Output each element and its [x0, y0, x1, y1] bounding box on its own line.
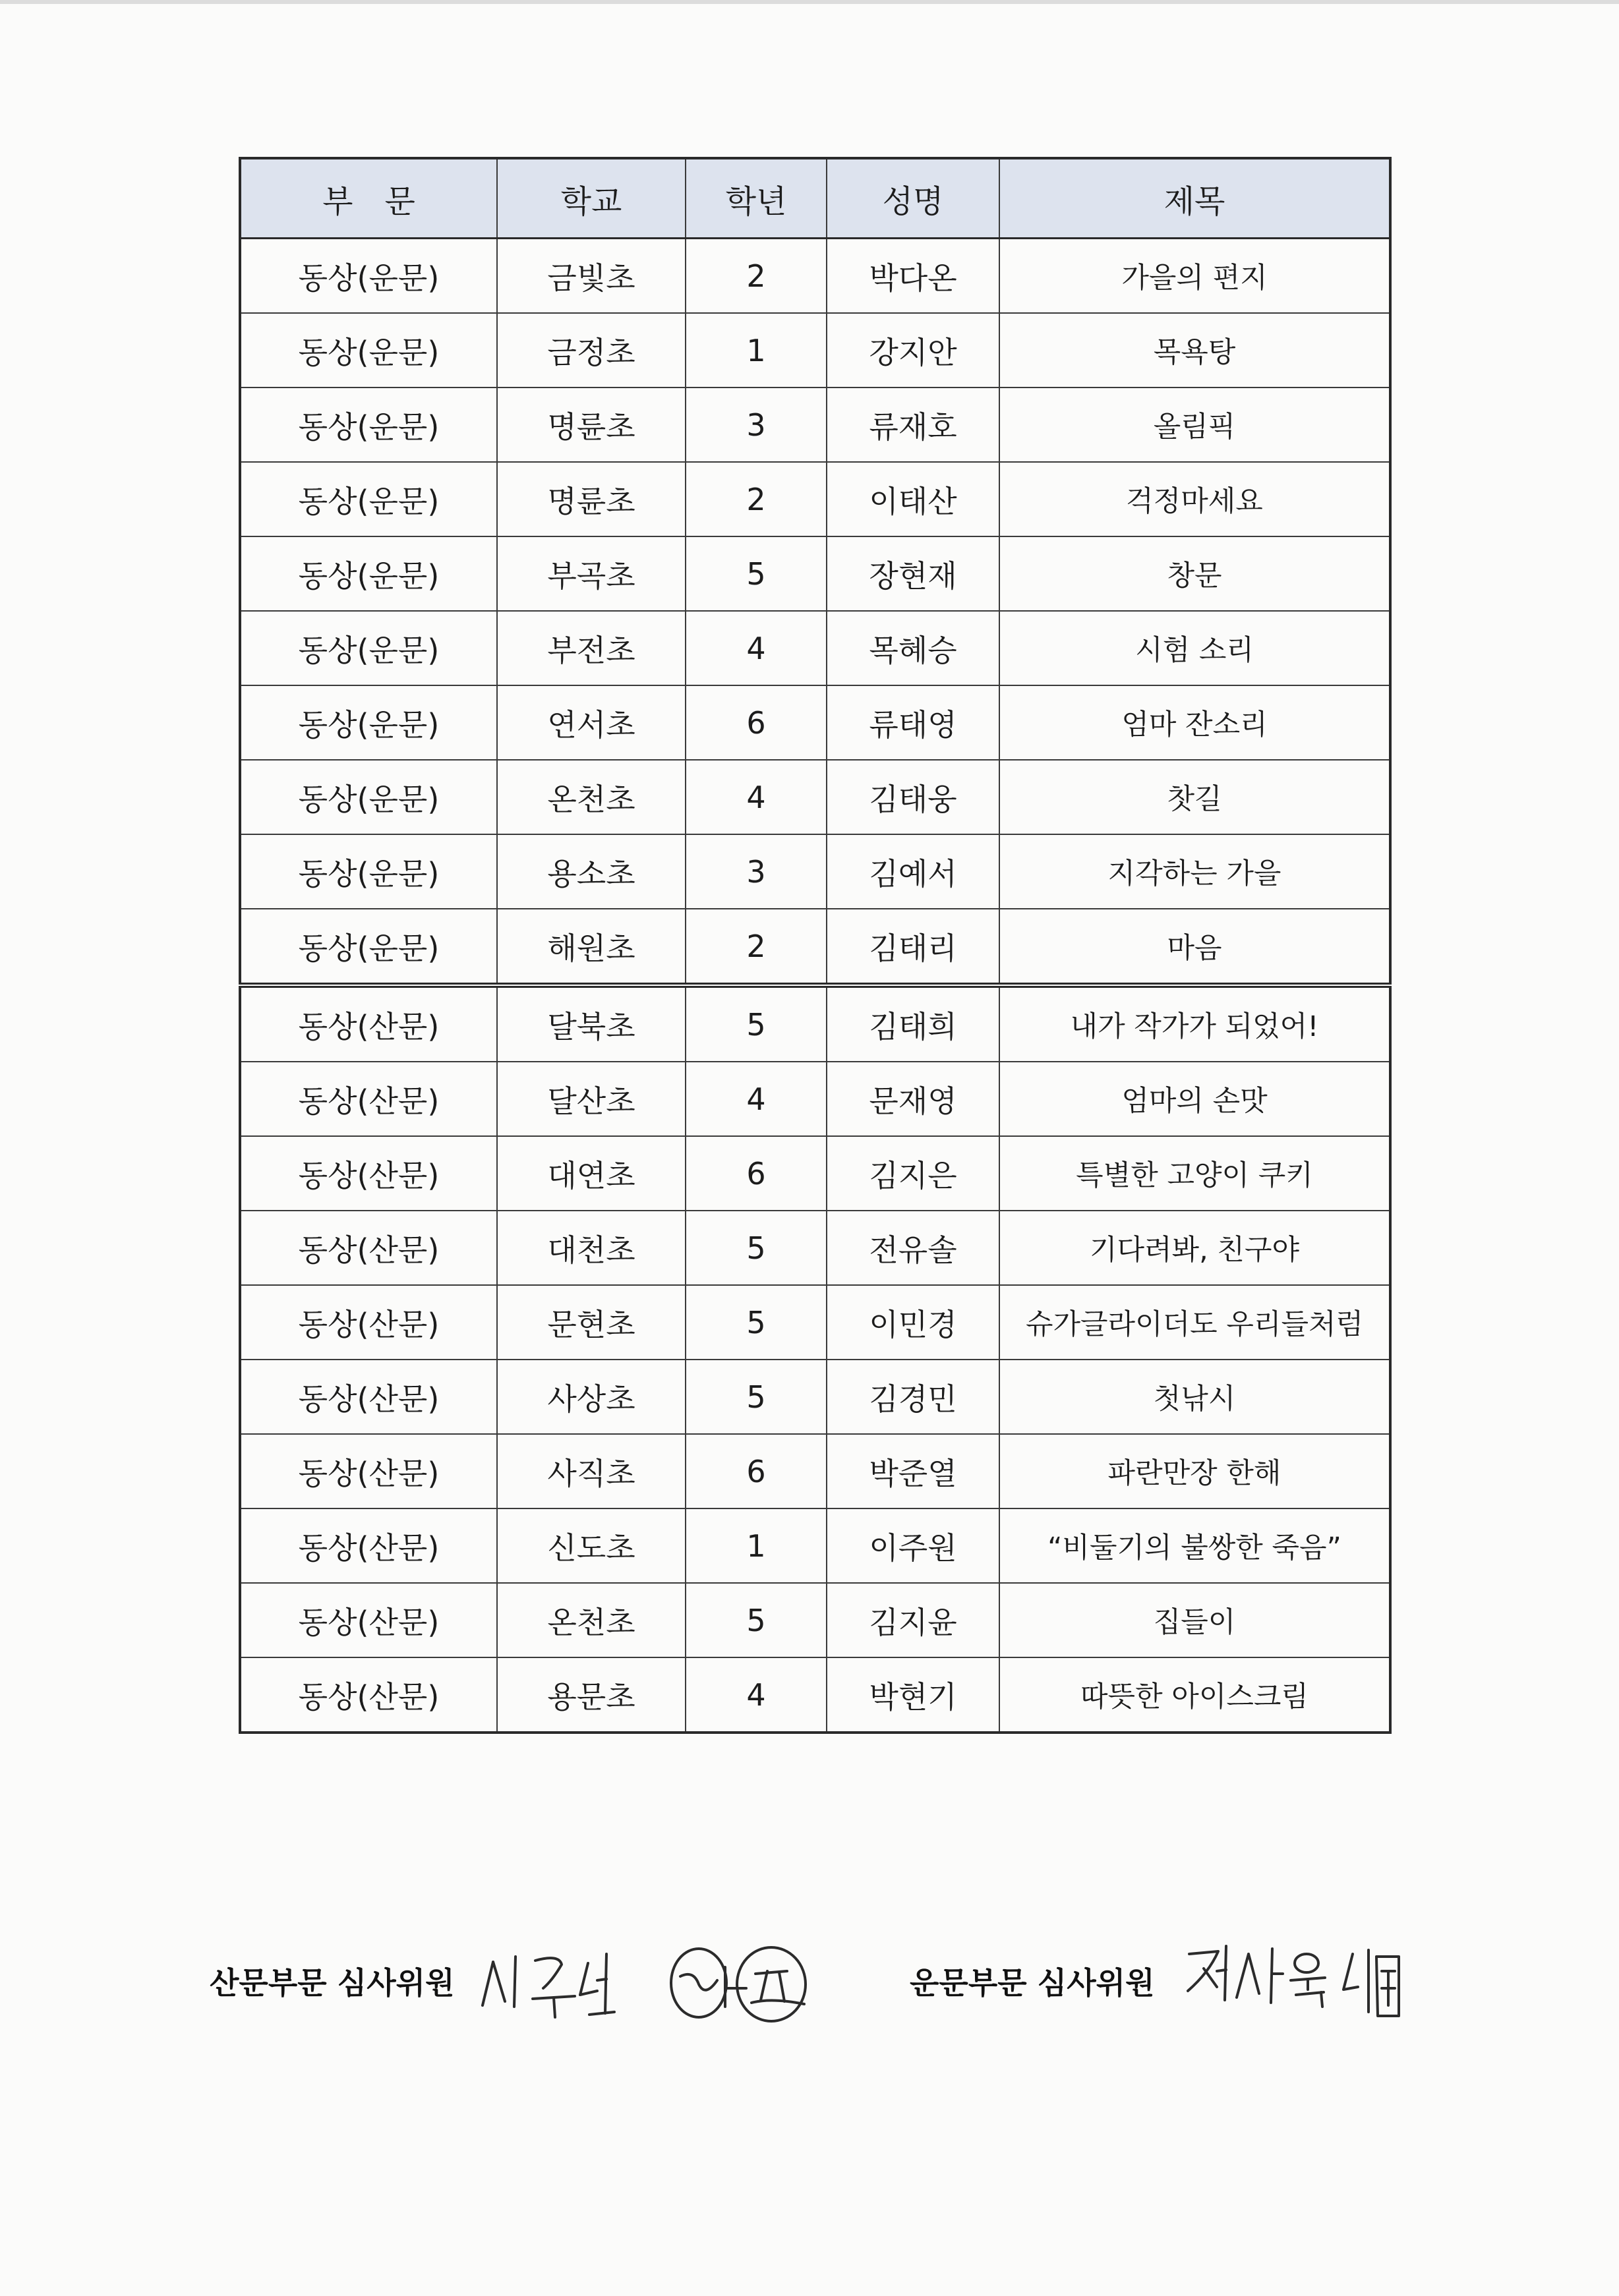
- cell-grade: 2: [686, 462, 827, 536]
- cell-division: 동상(산문): [240, 1657, 497, 1733]
- table-row: [240, 1285, 1390, 1360]
- header-grade: 학년: [686, 158, 827, 239]
- cell-division: 동상(운문): [240, 239, 497, 314]
- cell-school: 명륜초: [497, 462, 686, 536]
- table-row: [240, 1434, 1390, 1508]
- cell-division: 동상(운문): [240, 685, 497, 760]
- cell-grade: 5: [686, 1211, 827, 1285]
- table-row: [240, 685, 1390, 760]
- cell-student-name: 김태리: [827, 909, 999, 985]
- cell-school: 대천초: [497, 1211, 686, 1285]
- cell-division: 동상(산문): [240, 1062, 497, 1136]
- cell-division: 동상(산문): [240, 1285, 497, 1360]
- cell-title: 엄마 잔소리: [999, 685, 1390, 760]
- cell-school: 금정초: [497, 313, 686, 387]
- cell-title: 기다려봐, 친구야: [999, 1211, 1390, 1285]
- cell-title: 걱정마세요: [999, 462, 1390, 536]
- cell-division: 동상(운문): [240, 611, 497, 685]
- cell-student-name: 이태산: [827, 462, 999, 536]
- cell-student-name: 김경민: [827, 1360, 999, 1434]
- cell-student-name: 강지안: [827, 313, 999, 387]
- table-row: [240, 1583, 1390, 1657]
- header-school: 학교: [497, 158, 686, 239]
- cell-school: 온천초: [497, 1583, 686, 1657]
- header-name: 성명: [827, 158, 999, 239]
- cell-school: 신도초: [497, 1508, 686, 1583]
- cell-title: “비둘기의 불쌍한 죽음”: [999, 1508, 1390, 1583]
- prose-judge-label: 산문부문 심사위원: [210, 1965, 455, 2001]
- cell-grade: 6: [686, 685, 827, 760]
- cell-school: 용소초: [497, 834, 686, 909]
- cell-grade: 4: [686, 760, 827, 834]
- cell-student-name: 류태영: [827, 685, 999, 760]
- table-row: [240, 1062, 1390, 1136]
- cell-grade: 4: [686, 1062, 827, 1136]
- scan-edge: [0, 0, 1619, 4]
- cell-student-name: 박현기: [827, 1657, 999, 1733]
- cell-title: 따뜻한 아이스크림: [999, 1657, 1390, 1733]
- cell-division: 동상(산문): [240, 1136, 497, 1211]
- table-row: [240, 313, 1390, 387]
- cell-grade: 5: [686, 1583, 827, 1657]
- award-table: [239, 157, 1392, 1734]
- cell-school: 문현초: [497, 1285, 686, 1360]
- cell-grade: 4: [686, 1657, 827, 1733]
- cell-school: 달북초: [497, 985, 686, 1062]
- cell-student-name: 박다온: [827, 239, 999, 314]
- verse-judge-signature: [1180, 1934, 1417, 2026]
- cell-division: 동상(운문): [240, 760, 497, 834]
- cell-student-name: 류재호: [827, 387, 999, 462]
- cell-school: 금빛초: [497, 239, 686, 314]
- cell-student-name: 김예서: [827, 834, 999, 909]
- cell-student-name: 이주원: [827, 1508, 999, 1583]
- cell-title: 특별한 고양이 쿠키: [999, 1136, 1390, 1211]
- table-row: [240, 909, 1390, 985]
- cell-division: 동상(산문): [240, 985, 497, 1062]
- cell-grade: 5: [686, 1360, 827, 1434]
- table-body: [240, 239, 1390, 1733]
- table-header-row: [240, 158, 1390, 239]
- table-row: [240, 387, 1390, 462]
- verse-judge-label: 운문부문 심사위원: [910, 1965, 1155, 2001]
- cell-title: 파란만장 한해: [999, 1434, 1390, 1508]
- cell-title: 올림픽: [999, 387, 1390, 462]
- cell-school: 명륜초: [497, 387, 686, 462]
- cell-grade: 6: [686, 1136, 827, 1211]
- table-row: [240, 462, 1390, 536]
- cell-grade: 4: [686, 611, 827, 685]
- cell-grade: 1: [686, 1508, 827, 1583]
- cell-title: 목욕탕: [999, 313, 1390, 387]
- cell-student-name: 김태웅: [827, 760, 999, 834]
- cell-school: 사직초: [497, 1434, 686, 1508]
- cell-title: 창문: [999, 536, 1390, 611]
- cell-division: 동상(운문): [240, 462, 497, 536]
- cell-title: 엄마의 손맛: [999, 1062, 1390, 1136]
- cell-school: 대연초: [497, 1136, 686, 1211]
- cell-division: 동상(산문): [240, 1583, 497, 1657]
- cell-division: 동상(운문): [240, 909, 497, 985]
- table-row: [240, 760, 1390, 834]
- cell-grade: 5: [686, 536, 827, 611]
- cell-division: 동상(운문): [240, 834, 497, 909]
- judges-section: [0, 1934, 1619, 2040]
- cell-student-name: 김지은: [827, 1136, 999, 1211]
- table-row: [240, 1136, 1390, 1211]
- cell-title: 집들이: [999, 1583, 1390, 1657]
- cell-title: 마음: [999, 909, 1390, 985]
- cell-division: 동상(산문): [240, 1434, 497, 1508]
- cell-student-name: 박준열: [827, 1434, 999, 1508]
- table-row: [240, 834, 1390, 909]
- header-division: 부 문: [240, 158, 497, 239]
- cell-school: 온천초: [497, 760, 686, 834]
- cell-school: 해원초: [497, 909, 686, 985]
- cell-grade: 5: [686, 985, 827, 1062]
- table-row: [240, 611, 1390, 685]
- cell-student-name: 문재영: [827, 1062, 999, 1136]
- cell-title: 내가 작가가 되었어!: [999, 985, 1390, 1062]
- cell-grade: 3: [686, 834, 827, 909]
- cell-grade: 5: [686, 1285, 827, 1360]
- cell-title: 첫낚시: [999, 1360, 1390, 1434]
- table-row: [240, 1211, 1390, 1285]
- cell-school: 부곡초: [497, 536, 686, 611]
- table-row: [240, 239, 1390, 314]
- cell-student-name: 장현재: [827, 536, 999, 611]
- table-row: [240, 1508, 1390, 1583]
- cell-title: 시험 소리: [999, 611, 1390, 685]
- cell-student-name: 이민경: [827, 1285, 999, 1360]
- cell-grade: 2: [686, 239, 827, 314]
- prose-judge-signature: [475, 1934, 844, 2026]
- table-row: [240, 985, 1390, 1062]
- cell-student-name: 김태희: [827, 985, 999, 1062]
- cell-grade: 1: [686, 313, 827, 387]
- cell-division: 동상(산문): [240, 1360, 497, 1434]
- cell-title: 가을의 편지: [999, 239, 1390, 314]
- cell-division: 동상(운문): [240, 536, 497, 611]
- cell-school: 용문초: [497, 1657, 686, 1733]
- cell-school: 연서초: [497, 685, 686, 760]
- cell-division: 동상(산문): [240, 1508, 497, 1583]
- cell-school: 부전초: [497, 611, 686, 685]
- cell-student-name: 목혜승: [827, 611, 999, 685]
- cell-division: 동상(운문): [240, 313, 497, 387]
- cell-title: 지각하는 가을: [999, 834, 1390, 909]
- cell-division: 동상(운문): [240, 387, 497, 462]
- cell-grade: 2: [686, 909, 827, 985]
- cell-school: 사상초: [497, 1360, 686, 1434]
- cell-title: 찻길: [999, 760, 1390, 834]
- cell-school: 달산초: [497, 1062, 686, 1136]
- table-row: [240, 1657, 1390, 1733]
- cell-grade: 6: [686, 1434, 827, 1508]
- header-title: 제목: [999, 158, 1390, 239]
- cell-grade: 3: [686, 387, 827, 462]
- cell-division: 동상(산문): [240, 1211, 497, 1285]
- table-row: [240, 1360, 1390, 1434]
- table-row: [240, 536, 1390, 611]
- cell-student-name: 김지윤: [827, 1583, 999, 1657]
- cell-title: 슈가글라이더도 우리들처럼: [999, 1285, 1390, 1360]
- cell-student-name: 전유솔: [827, 1211, 999, 1285]
